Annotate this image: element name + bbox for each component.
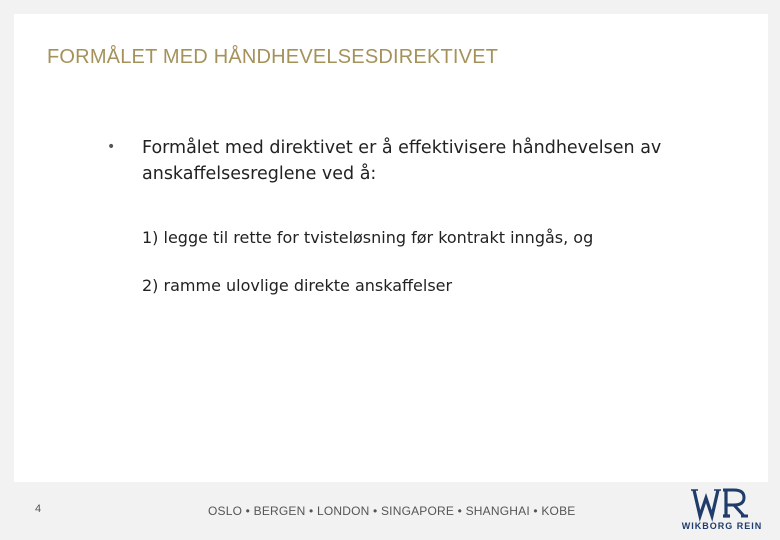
logo-wordmark: WIKBORG REIN xyxy=(681,521,763,531)
slide-content xyxy=(14,14,768,482)
bullet-marker: • xyxy=(107,139,116,155)
list-item-2: 2) ramme ulovlige direkte anskaffelser xyxy=(142,276,453,295)
bullet-line-1: Formålet med direktivet er å effektivisere håndhevelsen av xyxy=(142,138,662,158)
bullet-line-2: anskaffelsesreglene ved å: xyxy=(142,164,377,184)
office-locations: OSLO • BERGEN • LONDON • SINGAPORE • SHANGHAI • KOBE xyxy=(208,504,576,518)
wikborg-rein-logo xyxy=(676,486,768,534)
list-item-1: 1) legge til rette for tvisteløsning før kontrakt inngås, og xyxy=(142,228,594,247)
bullet-text xyxy=(142,135,661,187)
slide-title: FORMÅLET MED HÅNDHEVELSESDIREKTIVET xyxy=(47,46,499,68)
page-number: 4 xyxy=(35,503,42,515)
wr-monogram-icon xyxy=(676,486,768,522)
